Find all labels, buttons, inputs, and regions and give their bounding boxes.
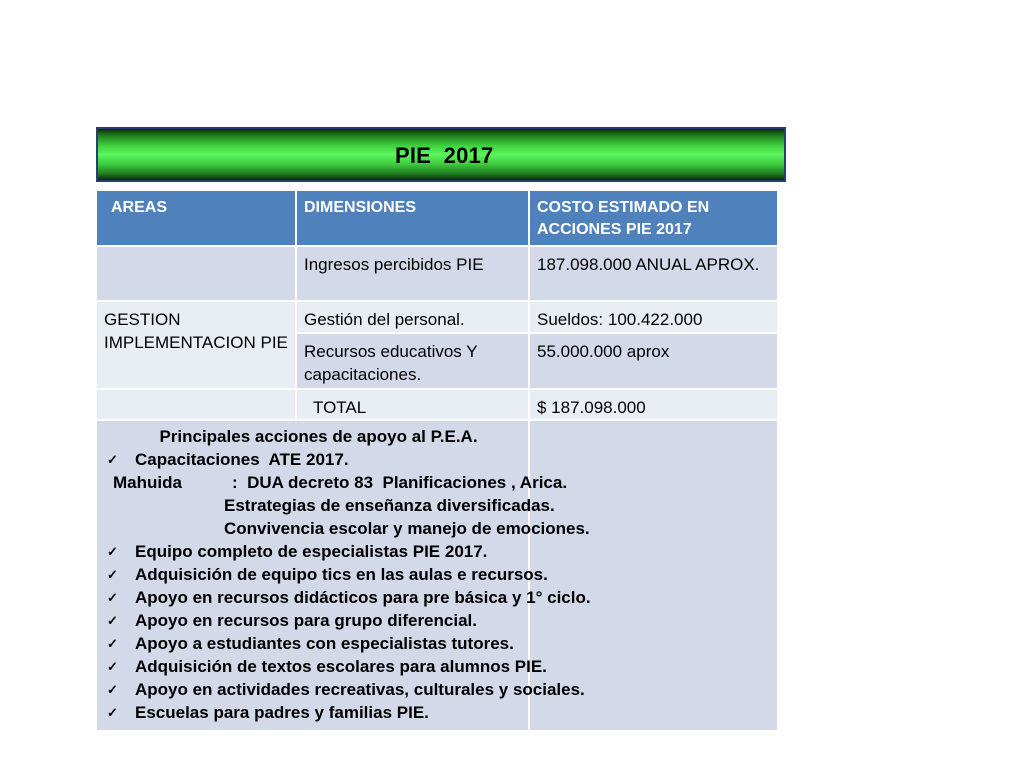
actions-row [96,420,778,731]
mahuida-line [103,471,568,494]
list-item [103,701,522,724]
area-cell-empty [96,246,296,301]
mahuida-label: Mahuida [113,473,182,492]
header-areas: AREAS [96,190,296,246]
check-icon: ✓ [107,544,118,559]
total-cost: $ 187.098.000 [529,389,778,420]
check-icon: ✓ [107,682,118,697]
header-dimensiones: DIMENSIONES [296,190,529,246]
list-item [103,563,548,586]
list-item-text: Apoyo en actividades recreativas, culturales y sociales. [135,680,585,699]
list-item [103,632,522,655]
dimension-cell: Recursos educativos Y capacitaciones. [296,333,529,389]
cost-cell: 187.098.000 ANUAL APROX. [529,246,778,301]
mahuida-separator: : [231,473,238,492]
check-icon: ✓ [107,659,118,674]
list-item-text: Adquisición de equipo tics en las aulas e recursos. [135,565,548,584]
check-icon: ✓ [107,452,118,467]
check-icon: ✓ [107,636,118,651]
list-item-text: Equipo completo de especialistas PIE 2017. [135,542,488,561]
cost-cell: 55.000.000 aprox [529,333,778,389]
list-item-text: Adquisición de textos escolares para alumnos PIE. [135,657,547,676]
list-item-text: Apoyo en recursos didácticos para pre básica y 1° ciclo. [135,588,591,607]
actions-heading: Principales acciones de apoyo al P.E.A. [159,427,478,446]
header-costo: COSTO ESTIMADO EN ACCIONES PIE 2017 [529,190,778,246]
list-item [103,655,547,678]
total-label: TOTAL [296,389,529,420]
check-icon: ✓ [107,705,118,720]
mahuida-item: DUA decreto 83 Planificaciones , Arica. [247,473,568,492]
cost-cell: Sueldos: 100.422.000 [529,301,778,333]
list-item-text: Apoyo en recursos para grupo diferencial. [135,611,477,630]
list-item [103,448,522,471]
check-icon: ✓ [107,567,118,582]
area-cell: GESTION IMPLEMENTACION PIE [96,301,296,389]
mahuida-item: Convivencia escolar y manejo de emociones. [224,519,590,538]
table-header-row [96,190,778,246]
table-row [96,301,778,333]
list-item [103,678,585,701]
page-title: PIE 2017 [395,143,494,168]
total-area-empty [96,389,296,420]
dimension-cell: Ingresos percibidos PIE [296,246,529,301]
table-row [96,246,778,301]
list-item [103,586,591,609]
dimension-cell: Gestión del personal. [296,301,529,333]
list-item [103,540,522,563]
actions-cell [96,420,591,731]
title-banner [96,127,786,182]
check-icon: ✓ [107,613,118,628]
check-icon: ✓ [107,590,118,605]
mahuida-item: Estrategias de enseñanza diversificadas. [224,496,555,515]
table-total-row [96,389,778,420]
cost-table [95,189,779,732]
list-item-text: Apoyo a estudiantes con especialistas tutores. [135,634,514,653]
list-item-text: Escuelas para padres y familias PIE. [135,703,429,722]
list-item-text: Capacitaciones ATE 2017. [135,450,349,469]
list-item [103,609,522,632]
